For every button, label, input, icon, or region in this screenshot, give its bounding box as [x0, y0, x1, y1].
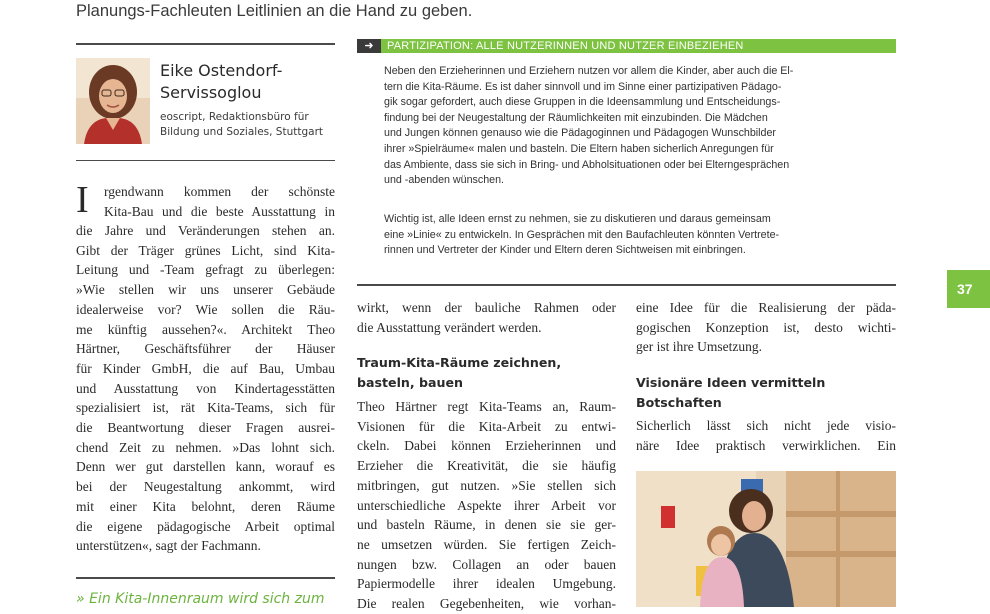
- author-name: [160, 60, 282, 104]
- heading-line: Visionäre Ideen vermitteln: [636, 375, 826, 390]
- classroom-photo: [636, 471, 896, 607]
- box-text-line: eine »Linie« zu entwickeln. In Gesprächen mit den Baufachleuten könnten Vertrete-: [384, 228, 780, 241]
- text-line: Sicherlich lässt sich nicht jede visio-: [636, 418, 896, 433]
- text-line: chend Zeit zu nehmen. »Das lohnt sich.: [76, 439, 335, 455]
- text-line: näre Idee praktisch verwirklichen. Ein: [636, 437, 896, 453]
- box-paragraph-1: [384, 64, 793, 189]
- pullquote: » Ein Kita-Innenraum wird sich zum: [76, 591, 325, 607]
- column-1-body: [76, 221, 335, 556]
- text-line: idealerweise vor? Wie sollen die Räu-: [76, 301, 335, 317]
- section-heading: [357, 353, 561, 393]
- box-text-line: das Ambiente, dass sie sich in Bring- und Abholsituationen oder bei Elterngesprächen: [384, 158, 790, 171]
- text-line: Leitung und -Team gefragt zu überlegen:: [76, 262, 335, 278]
- text-line: eine Idee für die Realisierung der päda-: [636, 300, 896, 315]
- text-line: me künftig aussehen?«. Architekt Theo: [76, 321, 335, 337]
- text-line: die Beantwortung dieser Fragen ausrei-: [76, 420, 335, 436]
- text-line: »Wie stellen wir uns unserer Gebäude: [76, 282, 335, 298]
- box-header-label: PARTIZIPATION: ALLE NUTZERINNEN UND NUTZER EINBEZIEHEN: [387, 40, 744, 52]
- text-line: mit einer Kita belohnt, deren Räume: [76, 498, 335, 514]
- text-line: Erzieher die Kreativität, die sie häufig: [357, 458, 616, 474]
- box-header: [357, 39, 896, 53]
- text-line: nungen bzw. Collagen an oder bauen: [357, 556, 616, 572]
- text-line: Kita-Bau und die beste Ausstattung in: [104, 203, 335, 219]
- box-bottom-rule: [357, 284, 896, 286]
- author-affiliation-line: eoscript, Redaktionsbüro für: [160, 111, 309, 123]
- text-line: ckeln. Dabei können Erzieherinnen und: [357, 438, 616, 454]
- box-text-line: und -abenden wünschen.: [384, 174, 505, 187]
- heading-line: Traum-Kita-Räume zeichnen,: [357, 355, 562, 370]
- text-line: ne umsetzen würden. Sie fertigen Zeich-: [357, 536, 616, 552]
- column-3-top: [636, 298, 896, 357]
- box-text-line: rinnen und Vertreter der Kinder und Eltern deren Sichtweisen mit einbringen.: [384, 244, 746, 257]
- author-portrait: [76, 58, 150, 144]
- text-line: Gibt der Träger grünes Licht, sind Kita-: [76, 242, 335, 258]
- text-line: die Ausstattung verändert werden.: [357, 319, 542, 335]
- column-3-body: [636, 416, 896, 455]
- author-affiliation: [160, 110, 323, 140]
- text-line: Theo Härtner regt Kita-Teams an, Raum-: [357, 399, 616, 414]
- box-text-line: Neben den Erzieherinnen und Erziehern nutzen vor allem die Kinder, aber auch die El-: [384, 65, 794, 77]
- box-text-line: ihrer »Spielräume« malen und basteln. Die Eltern haben sicherlich Anregungen für: [384, 142, 774, 155]
- author-name-line: Servissoglou: [160, 83, 262, 102]
- text-line: die eigene pädagogische Arbeit optimal: [76, 518, 335, 534]
- text-line: Die realen Gegebenheiten, wie vorhan-: [357, 596, 616, 612]
- text-line: Visionen für die Kita-Arbeit zu entwi-: [357, 418, 616, 434]
- text-line: für Kinder GmbH, die auf Bau, Umbau: [76, 360, 335, 376]
- box-text-line: und Jungen können genauso wie die Pädagoginnen und Pädagogen Wunschbilder: [384, 127, 776, 140]
- text-line: und basteln Räume, in denen sie sie ger-: [357, 517, 616, 533]
- box-paragraph-2: [384, 212, 779, 259]
- text-line: unterschiedliche Aspekte ihrer Arbeit vor: [357, 497, 616, 513]
- text-line: und Ausstattung von Kindertagesstätten: [76, 380, 335, 396]
- box-text-line: gik sogar gefordert, auch diese Gruppen in die Ideensammlung und Entscheidungs-: [384, 96, 781, 109]
- column-2-top: [357, 298, 616, 337]
- intro-line: Planungs-Fachleuten Leitlinien an die Hand zu geben.: [76, 2, 473, 20]
- author-rule: [76, 160, 335, 161]
- heading-line: Botschaften: [636, 395, 722, 410]
- arrow-right-icon: ➜: [357, 39, 381, 53]
- page-number: 37: [947, 270, 990, 308]
- column-2-body: [357, 397, 616, 614]
- text-line: gogischen Konzeption ist, desto wichti-: [636, 319, 896, 335]
- text-line: unterstützen«, sagt der Fachmann.: [76, 538, 261, 554]
- dropcap: I: [76, 179, 89, 221]
- text-line: spezialisiert ist, rät Kita-Teams, sich für: [76, 400, 335, 416]
- text-line: Härtner, Geschäftsführer der Häuser: [76, 341, 335, 357]
- text-line: mitbringen, gut nutzen. »Sie stellen sich: [357, 477, 616, 493]
- box-text-line: Wichtig ist, alle Ideen ernst zu nehmen, sie zu diskutieren und daraus gemeinsam: [384, 213, 771, 225]
- text-line: rgendwann kommen der schönste: [104, 184, 335, 199]
- author-affiliation-line: Bildung und Soziales, Stuttgart: [160, 126, 324, 138]
- heading-line: basteln, bauen: [357, 375, 464, 390]
- pullquote-rule: [76, 577, 335, 579]
- box-text-line: findung bei der Neugestaltung der Räumlichkeiten mit einzubinden. Die Mädchen: [384, 111, 768, 124]
- text-line: Papiermodelle ihrer idealen Umgebung.: [357, 576, 616, 592]
- author-name-line: Eike Ostendorf-: [160, 61, 283, 80]
- text-line: Denn wer gut darstellen kann, worauf es: [76, 459, 335, 475]
- box-text-line: tern die Kita-Räume. Es ist daher sinnvoll und im Sinne einer partizipativen Pädago-: [384, 80, 782, 93]
- column-1-intro: [104, 182, 335, 221]
- text-line: die Jahre und Veränderungen stehen an.: [76, 223, 335, 238]
- text-line: bei der Neugestaltung ankommt, wird: [76, 479, 335, 495]
- text-line: wirkt, wenn der bauliche Rahmen oder: [357, 300, 616, 315]
- text-line: ger ist ihre Umsetzung.: [636, 339, 762, 355]
- section-heading: [636, 373, 825, 413]
- column-rule: [76, 43, 335, 45]
